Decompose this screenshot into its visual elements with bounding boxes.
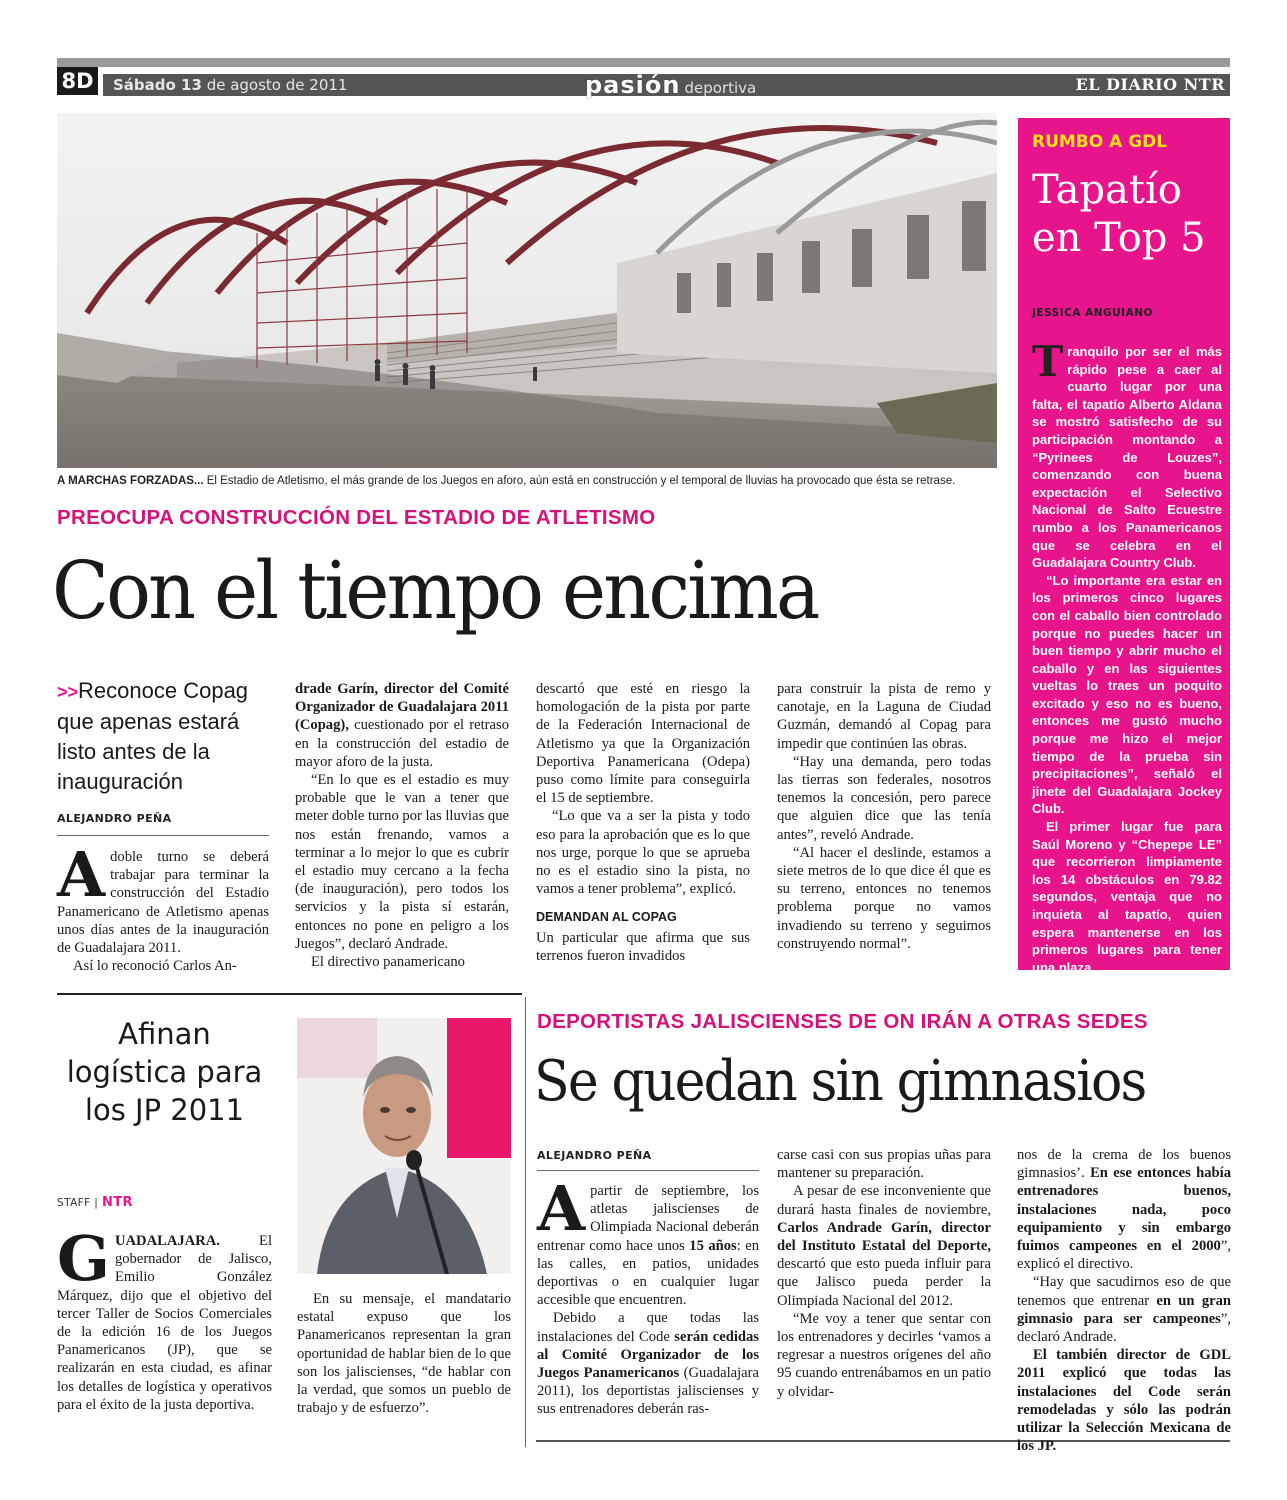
main-story-column-1 [57, 838, 269, 975]
story2-headline: Se quedan sin gimnasios [534, 1049, 1146, 1114]
section-logo [585, 66, 756, 100]
article-paragraph [57, 838, 269, 957]
brief-paragraph-1 [57, 1222, 272, 1414]
sidebar-paragraph-2: “Lo importante era estar en los primeros cinco lugares con el caballo bien controlado porque no puedes hacer un buen tiempo y abrir mucho el caballo y en las siguientes vueltas lo traes un poquito excitado y eso no es bueno, entonces me gustó mucho porque me hizo el mejor tiempo de la prueba sin precipitaciones”, señaló el jinete del Guadalajara Jockey Club. [1032, 572, 1222, 817]
s2c2p2-c: descartó que esto pueda influir para que Jalisco pueda perder la Olimpiada Nacional del 2012. [777, 1256, 991, 1309]
main-story-deck [57, 676, 279, 797]
col2-paragraph-1 [295, 680, 509, 771]
story2-col3-paragraph-3 [1017, 1346, 1231, 1455]
story2-col1-paragraph-1 [537, 1172, 760, 1309]
s2c2p2-a: A pesar de ese inconveniente que durará hasta finales de noviembre, [777, 1183, 991, 1218]
col2-paragraph-2: “En lo que es el estadio es muy probable que le van a tener que meter doble turno por las lluvias que nos están frenando, vamos a terminar a lo mejor lo que es cubrir el estadio muy cercano a la fecha (de inauguración), pero todos los servicios y la pista sí estarán, entonces no pone en peligro a los Juegos”, declaró Andrade. [295, 772, 509, 952]
story2-col2-paragraph-3: “Me voy a tener que sentar con los entrenadores y decirles ‘vamos a regresar a nuestros orígenes del año 95 cuando entrenábamos en un patio y olvidar- [777, 1310, 991, 1400]
s2c3p1-c: ”, explicó el directivo. [1017, 1238, 1231, 1273]
s2c3p2-b: en un gran gimnasio para ser campeones [1017, 1292, 1232, 1327]
photo-caption [57, 473, 997, 489]
main-story-column-3 [536, 680, 750, 965]
col4-paragraph-3: “Al hacer el deslinde, estamos a siete metros de lo que dice él que es su terreno, entonces no tenemos problema porque no vamos invadiendo su terreno y seguimos construyendo normal”. [777, 844, 991, 952]
main-story-headline: Con el tiempo encima [52, 544, 818, 637]
issue-date [113, 75, 347, 95]
stadium-construction-photo [57, 113, 997, 468]
brief-byline [57, 1195, 133, 1210]
story2-col2-paragraph-2 [777, 1182, 991, 1309]
s2c3p1-b: En ese entonces había entrenadores buenos, instalaciones nada, poco equipamiento y sin embargo fuimos campeones en el 2000 [1017, 1165, 1231, 1255]
brief-column-2 [297, 1290, 511, 1417]
s2c1p2-b: serán cedidas al Comité Organizador de los Juegos Panamericanos [537, 1328, 759, 1382]
sidebar-drop-cap: T [1032, 337, 1064, 386]
brief-headline: Afinan logística para los JP 2011 [66, 1017, 263, 1127]
story2-col1-paragraph-2 [537, 1309, 759, 1418]
drop-cap: A [57, 838, 106, 911]
caption-text: El Estadio de Atletismo, el más grande de los Juegos en aforo, aún está en construcción y el temporal de lluvias ha provocado que ésta se retrase. [203, 475, 956, 487]
story2-drop-cap: A [537, 1172, 586, 1245]
s2c1p1-c: : en las calles, en patios, unidades deportivas o en cualquier lugar accesible que encuentren. [537, 1237, 760, 1309]
story2-col2-paragraph-1: carse casi con sus propias uñas para mantener su preparación. [777, 1147, 991, 1182]
col1-paragraph-1: doble turno se deberá trabajar para terminar la construcción del Estadio Panamericano de Atletismo apenas unos días antes de la inauguración de Guadalajara 2011. [57, 849, 269, 957]
col2-paragraph-3: El directivo panamericano [311, 954, 465, 971]
s2c3p2-a: “Hay que sacudirnos eso de que tenemos que entrenar [1017, 1274, 1231, 1309]
s2c3p3-b: Selección Mexicana de los JP. [1017, 1420, 1232, 1455]
newspaper-name: EL DIARIO NTR [1075, 75, 1225, 94]
col3-paragraph-1: descartó que esté en riesgo la homologación de la pista por parte de la Federación Internacional de Atletismo ya que la Organización Deportiva Panamericana (Odepa) puso como límite para conseguirla el 15 de septiembre. [536, 681, 750, 807]
story2-byline-rule [537, 1170, 759, 1171]
col2-bold-lead: drade Garín, director del Comité Organizador de Guadalajara 2011 (Copag), [295, 681, 509, 734]
byline-rule [57, 835, 269, 836]
sidebar-author: JESSICA ANGUIANO [1032, 307, 1153, 319]
section-divider-vertical [525, 997, 526, 1447]
brief-column-1 [57, 1222, 272, 1414]
s2c1p2-c: (Guadalajara 2011), los deportistas jaliscienses y sus entrenadores deberán ras- [537, 1365, 759, 1418]
story2-column-2 [777, 1146, 991, 1401]
story2-col3-paragraph-1 [1017, 1146, 1231, 1273]
story2-col3-paragraph-2 [1017, 1273, 1231, 1346]
s2c3p2-c: ”, declaró Andrade. [1017, 1310, 1231, 1346]
sidebar-body [1032, 337, 1222, 976]
col4-paragraph-1: para construir la pista de remo y canotaje, en la Laguna de Ciudad Guzmán, demandó al Copag para impedir que continúen las obras. [777, 681, 991, 752]
sidebar-rumbo-a-gdl [1018, 118, 1230, 975]
story2-column-3 [1017, 1146, 1231, 1455]
issue-date-rest: de agosto de 2011 [201, 76, 348, 94]
main-story-kicker: PREOCUPA CONSTRUCCIÓN DEL ESTADIO DE ATLETISMO [57, 506, 656, 529]
s2c1p1-a: partir de septiembre, los atletas jaliscienses de Olimpiada Nacional deberán entrenar como hace unos [537, 1183, 759, 1254]
brief-byline-staff: STAFF | [57, 1197, 102, 1209]
story2-byline: ALEJANDRO PEÑA [537, 1149, 652, 1162]
col3-paragraph-3: Un particular que afirma que sus terrenos fueron invadidos [536, 929, 750, 964]
deck-text: Reconoce Copag que apenas estará listo antes de la inauguración [57, 678, 249, 794]
sidebar-kicker: RUMBO A GDL [1032, 132, 1168, 152]
sidebar-paragraph [1032, 337, 1222, 572]
sidebar-paragraph-3: El primer lugar fue para Saúl Moreno y “Chepepe LE” que recorrieron limpiamente los 14 obstáculos en 79.82 segundos, ventaja que no inquieta al tapatío, quien espera mantenerse en los primeros lugares para tener una plaza. [1032, 819, 1222, 975]
brief-paragraph-2: En su mensaje, el mandatario estatal expuso que los Panamericanos representan la gran oportunidad de hablar bien de lo que son los jaliscienses, “de hablar con la verdad, que somos un pueblo de trabajo y de esfuerzo”. [297, 1291, 511, 1417]
col3-paragraph-2: “Lo que va a ser la pista y todo eso para la aprobación que es lo que nos urge, porque lo que se aprueba no es el estadio sino la pista, no vamos a tener problema”, explicó. [536, 808, 750, 898]
col4-paragraph-2: “Hay una demanda, pero todas las tierras son federales, nosotros tenemos la concesión, pero parece que alguien dice que las tenía antes”, reveló Andrade. [777, 753, 991, 843]
main-story-byline: ALEJANDRO PEÑA [57, 812, 172, 825]
page-number: 8D [57, 67, 98, 95]
sidebar-title: Tapatío en Top 5 [1032, 167, 1206, 261]
s2c2p2-b: Carlos Andrade Garín, director del Instituto Estatal del Deporte, [777, 1219, 991, 1255]
section-subname: deportiva [684, 79, 757, 97]
section-divider-horizontal [57, 993, 522, 995]
main-story-column-4 [777, 680, 991, 953]
governor-photo [297, 1018, 511, 1274]
s2c1p1-b: 15 años [689, 1237, 737, 1254]
s2c1p2-a: Debido a que todas las instalaciones del Code [537, 1310, 759, 1345]
main-story-column-2 [295, 680, 509, 971]
col2-lead-rest: cuestionado por el retraso en la construcción del estadio de mayor aforo de la justa. [295, 717, 509, 770]
governor-photo-illustration [297, 1018, 511, 1274]
s2c3p3-a: El también director de GDL 2011 explicó que todas las instalaciones del Code serán remodeladas y sólo las podrán utilizar la [1017, 1347, 1231, 1437]
sidebar-paragraph-1: ranquilo por ser el más rápido pese a caer al cuarto lugar por una falta, el tapatío Alberto Aldana se mostró satisfecho de su participación montando a “Pyrinees de Louzes”, comenzando con buena expectación el Selectivo Nacional de Salto Ecuestre rumbo a los Panamericanos que se celebra en el Guadalajara Country Club. [1032, 344, 1222, 571]
story2-column-1 [537, 1172, 760, 1419]
brief-drop-cap: G [57, 1222, 110, 1295]
brief-dateline: UADALAJARA. [114, 1233, 220, 1249]
brief-byline-ntr: NTR [101, 1195, 133, 1210]
section-name: pasión [585, 71, 681, 99]
brief-col1-text: El gobernador de Jalisco, Emilio González Márquez, dijo que el objetivo del tercer Taller de Socios Comerciales de la edición 16 de los Juegos Panamericanos (JP), que se realizarán en esta ciudad, es afinar los detalles de logística y operativos para el éxito de la justa deportiva. [57, 1233, 272, 1413]
col1-paragraph-2: Así lo reconoció Carlos An- [73, 958, 237, 975]
s2c3p1-a: nos de la crema de los buenos gimnasios’. [1017, 1147, 1231, 1182]
issue-date-day: Sábado 13 [113, 76, 202, 94]
col3-subhead: DEMANDAN AL COPAG [536, 910, 677, 925]
stadium-photo-illustration [57, 113, 997, 468]
deck-arrows: >> [57, 682, 79, 702]
caption-lead: A MARCHAS FORZADAS... [57, 475, 204, 487]
story2-kicker: DEPORTISTAS JALISCIENSES DE ON IRÁN A OTRAS SEDES [537, 1010, 1148, 1033]
